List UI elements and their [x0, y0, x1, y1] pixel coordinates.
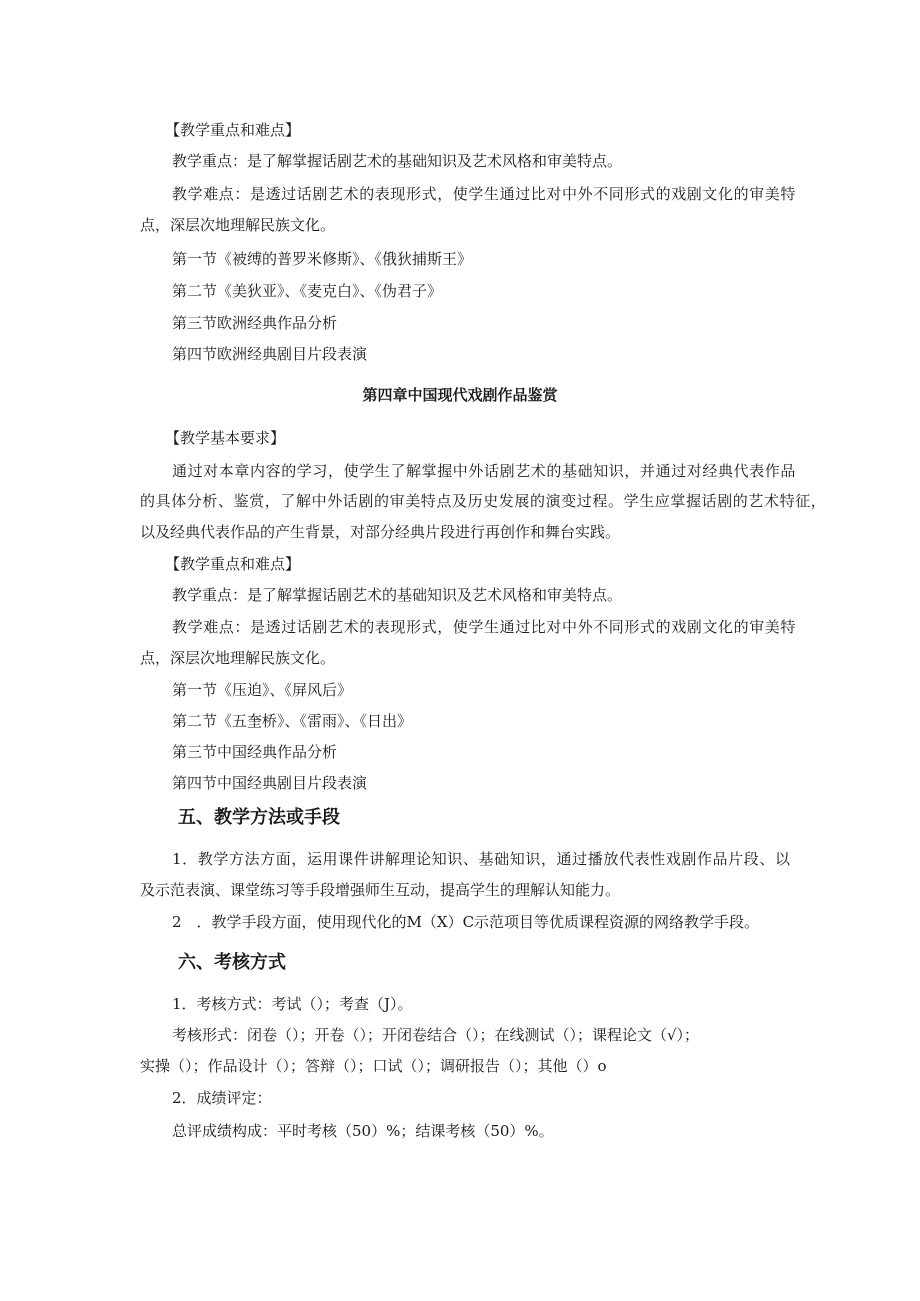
requirements-text-cont: 以及经典代表作品的产生背景，对部分经典片段进行再创作和舞台实践。	[140, 523, 621, 541]
assessment-item-1: 1．考核方式：考试（）；考查（J）。	[172, 995, 413, 1013]
difficult-point-text-cont: 点，深层次地理解民族文化。	[140, 649, 336, 667]
section-title-methods: 五、教学方法或手段	[178, 807, 340, 828]
grade-composition: 总评成绩构成：平时考核（50）%；结课考核（50）%。	[172, 1122, 554, 1140]
section-item: 第三节中国经典作品分析	[172, 743, 338, 761]
method-item-1: 1．教学方法方面，运用课件讲解理论知识、基础知识，通过播放代表性戏剧作品片段、以	[172, 850, 791, 868]
section-item: 第四节中国经典剧目片段表演	[172, 774, 368, 792]
key-point-text: 教学重点：是了解掌握话剧艺术的基础知识及艺术风格和审美特点。	[172, 586, 623, 604]
section-item: 第一节《被缚的普罗米修斯》、《俄狄捕斯王》	[172, 250, 473, 268]
section-item: 第四节欧洲经典剧目片段表演	[172, 345, 368, 363]
section-item: 第二节《五奎桥》、《雷雨》、《日出》	[172, 712, 413, 730]
requirements-heading: 【教学基本要求】	[165, 429, 286, 447]
section-title-assessment: 六、考核方式	[178, 952, 286, 973]
difficult-point-text: 教学难点：是透过话剧艺术的表现形式，使学生通过比对中外不同形式的戏剧文化的审美特	[172, 618, 797, 636]
chapter-title: 第四章中国现代戏剧作品鉴赏	[362, 386, 558, 404]
section-item: 第一节《压迫》、《屏风后》	[172, 681, 353, 699]
method-item-2: 2 ．教学手段方面，使用现代化的M（X）C示范项目等优质课程资源的网络教学手段。	[172, 913, 760, 931]
focus-heading: 【教学重点和难点】	[165, 555, 301, 573]
requirements-text-cont: 的具体分析、鉴赏，了解中外话剧的审美特点及历史发展的演变过程。学生应掌握话剧的艺术特征，	[140, 492, 827, 510]
section-item: 第二节《美狄亚》、《麦克白》、《伪君子》	[172, 282, 443, 300]
assessment-item-2: 2．成绩评定：	[172, 1089, 272, 1107]
difficult-point-text: 教学难点：是透过话剧艺术的表现形式，使学生通过比对中外不同形式的戏剧文化的审美特	[172, 185, 797, 203]
requirements-text: 通过对本章内容的学习，使学生了解掌握中外话剧艺术的基础知识，并通过对经典代表作品	[172, 462, 797, 480]
difficult-point-text-cont: 点，深层次地理解民族文化。	[140, 216, 336, 234]
key-point-text: 教学重点：是了解掌握话剧艺术的基础知识及艺术风格和审美特点。	[172, 152, 623, 170]
method-item-1-cont: 及示范表演、课堂练习等手段增强师生互动，提高学生的理解认知能力。	[140, 881, 621, 899]
focus-heading: 【教学重点和难点】	[165, 121, 301, 139]
assessment-form: 考核形式：闭卷（）；开卷（）；开闭卷结合（）；在线测试（）；课程论文（√）；	[172, 1026, 700, 1044]
section-item: 第三节欧洲经典作品分析	[172, 314, 338, 332]
assessment-form-cont: 实操（）；作品设计（）；答辩（）；口试（）；调研报告（）；其他（）o	[140, 1057, 607, 1075]
